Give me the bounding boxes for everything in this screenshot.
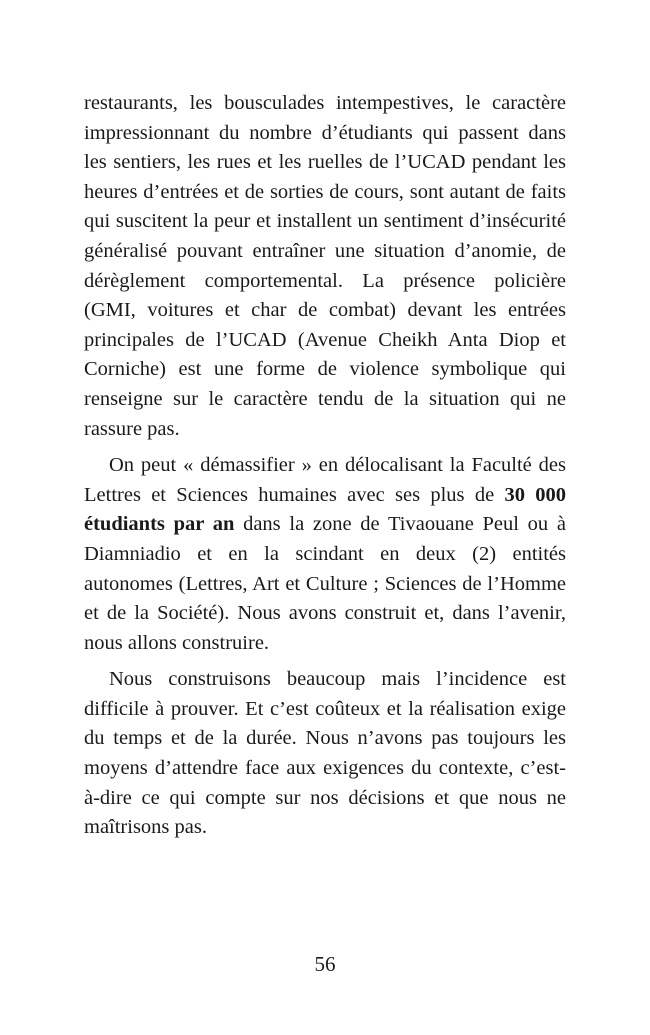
paragraph-2-text-end: dans la zone de Tivaouane Peul ou à Diamniadio et en la scindant en deux (2) entités autonomes (Lettres, Art et Culture ; Sciences de l’Homme et de la Société). Nous avons construit et, dans l’avenir, nous allons construire. <box>84 513 566 654</box>
page-body <box>84 89 566 843</box>
paragraph-2-bold-figure: 30 000 étudiants par an <box>84 483 566 536</box>
paragraph-2-text-start: On peut « démassifier » en délocalisant la Faculté des Lettres et Sciences humaines avec ses plus de <box>84 454 566 506</box>
paragraph-3-text: Nous construisons beaucoup mais l’incidence est difficile à prouver. Et c’est coûteux et la réalisation exige du temps et de la durée. Nous n’avons pas toujours les moyens d’attendre face aux exigences du contexte, c’est-à-dire ce qui compte sur nos décisions et que nous ne maîtrisons pas. <box>84 668 566 839</box>
page-number: 56 <box>314 952 336 976</box>
paragraph-1-text: restaurants, les bousculades intempestives, le caractère impressionnant du nombre d’étudiants qui passent dans les sentiers, les rues et les ruelles de l’UCAD pendant les heures d’entrées et de sorties de cours, sont autant de faits qui suscitent la peur et installent un sentiment d’insécurité généralisé pouvant entraîner une situation d’anomie, de dérèglement comportemental. La présence policière (GMI, voitures et char de combat) devant les entrées principales de l’UCAD (Avenue Cheikh Anta Diop et Corniche) est une forme de violence symbolique qui renseigne sur le caractère tendu de la situation qui ne rassure pas. <box>84 92 566 440</box>
paragraph-demassifier <box>84 451 566 658</box>
paragraph-construction <box>84 665 566 843</box>
paragraph-continued <box>84 89 566 444</box>
